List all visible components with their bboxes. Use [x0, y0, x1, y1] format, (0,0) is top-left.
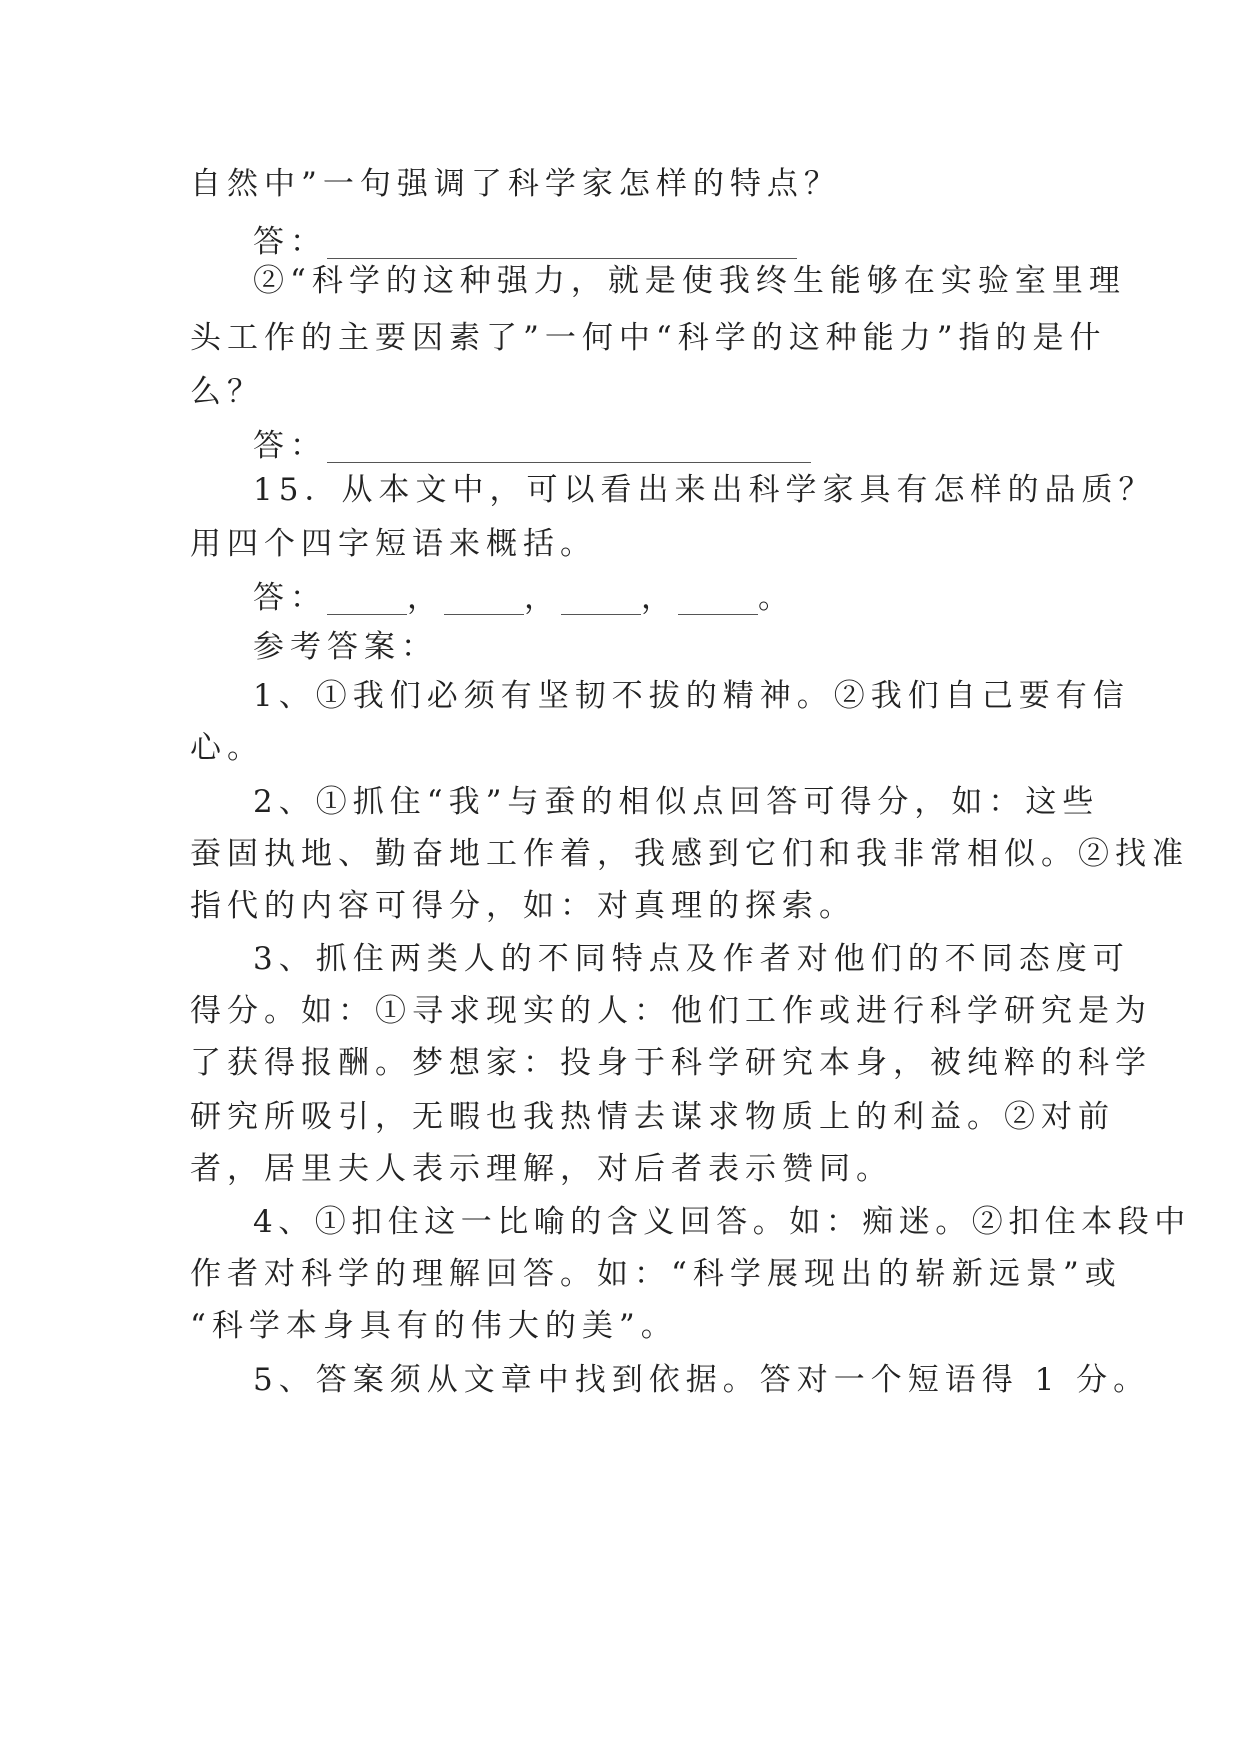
answer-4-line: “科学本身具有的伟大的美”。 [190, 1308, 678, 1344]
reference-answers-heading: 参考答案： [253, 629, 438, 665]
answer-3-line: 3、抓住两类人的不同特点及作者对他们的不同态度可 [253, 941, 1130, 977]
question-text-line: 头工作的主要因素了”一何中“科学的这种能力”指的是什 [190, 320, 1107, 356]
question-15-title: 15．从本文中，可以看出来出科学家具有怎样的品质？ [253, 472, 1156, 508]
answer-label: 答： [253, 224, 327, 260]
answer-blank-4[interactable] [678, 613, 758, 615]
comma: ， [524, 580, 561, 616]
question-text-line: ②“科学的这种强力，就是使我终生能够在实验室里理 [253, 263, 1126, 299]
question-text-line: 用四个四字短语来概括。 [190, 526, 597, 562]
answer-3-line: 得分。如：①寻求现实的人：他们工作或进行科学研究是为 [190, 993, 1152, 1029]
answer-2-line: 指代的内容可得分，如：对真理的探索。 [190, 888, 856, 924]
answer-2-line: 2、①抓住“我”与蚕的相似点回答可得分，如：这些 [253, 784, 1100, 820]
answer-blank[interactable] [327, 461, 811, 463]
period: 。 [758, 580, 795, 616]
question-text-line: 么？ [190, 374, 264, 410]
answer-label: 答： [253, 428, 327, 464]
answer-1-line: 1、①我们必须有坚韧不拔的精神。②我们自己要有信 [253, 678, 1130, 714]
answer-blank-2[interactable] [444, 613, 524, 615]
answer-blank[interactable] [327, 257, 797, 259]
question-text-line: 自然中”一句强调了科学家怎样的特点？ [190, 166, 841, 202]
comma: ， [407, 580, 444, 616]
answer-3-line: 了获得报酬。梦想家：投身于科学研究本身，被纯粹的科学 [190, 1045, 1152, 1081]
answer-4-line: 作者对科学的理解回答。如：“科学展现出的崭新远景”或 [190, 1256, 1122, 1292]
answer-line [253, 222, 797, 262]
comma: ， [641, 580, 678, 616]
answer-2-line: 蚕固执地、勤奋地工作着，我感到它们和我非常相似。②找准 [190, 836, 1189, 872]
answer-label: 答： [253, 580, 327, 616]
answer-5-line: 5、答案须从文章中找到依据。答对一个短语得 1 分。 [253, 1362, 1151, 1398]
answer-blank-1[interactable] [327, 613, 407, 615]
answer-1-line: 心。 [190, 730, 264, 766]
answer-4-line: 4、①扣住这一比喻的含义回答。如：痴迷。②扣住本段中 [253, 1204, 1191, 1240]
answer-3-line: 者，居里夫人表示理解，对后者表示赞同。 [190, 1151, 893, 1187]
answer-blank-3[interactable] [561, 613, 641, 615]
answer-line [253, 426, 811, 466]
answer-line-four-blanks [253, 578, 795, 618]
answer-3-line: 研究所吸引，无暇也我热情去谋求物质上的利益。②对前 [190, 1099, 1115, 1135]
